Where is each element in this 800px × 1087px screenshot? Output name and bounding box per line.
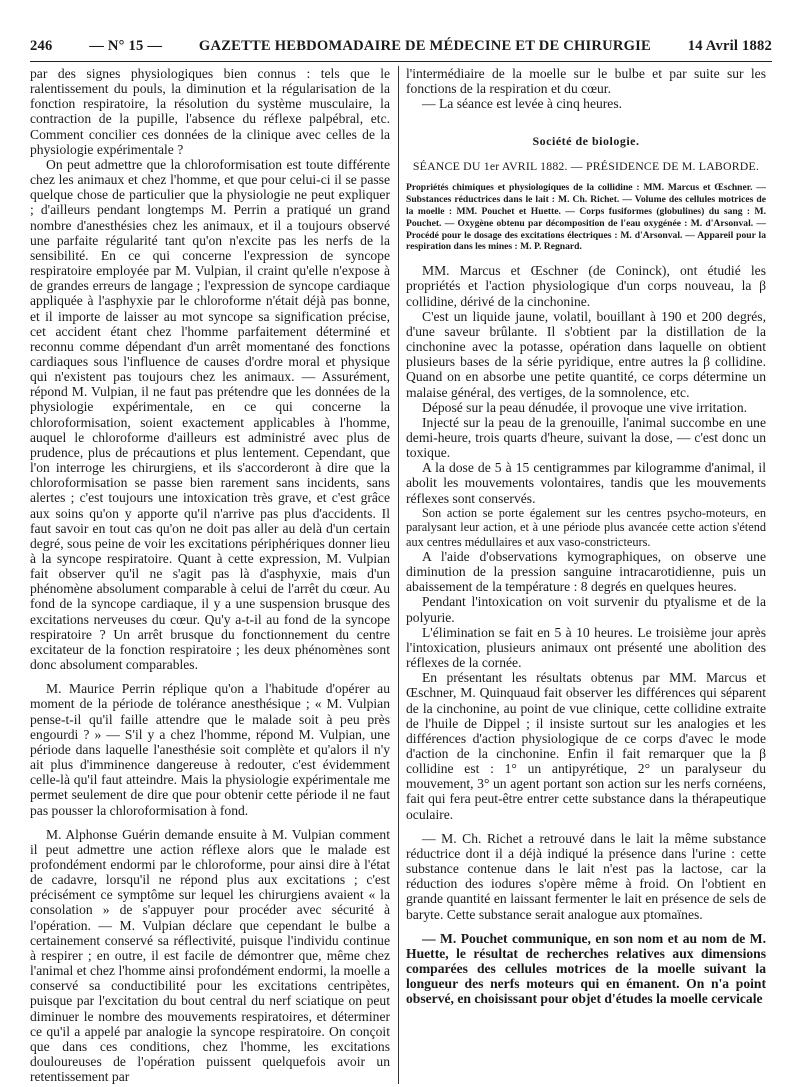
running-header [30, 38, 772, 62]
column-divider [398, 66, 399, 1084]
paragraph: — M. Ch. Richet a retrouvé dans le lait la même substance réductrice dont il a déjà indiqué la présence dans l'urine : cette substance contenue dans le lait n'est pas la lactose, car la réduction des iodures s'opère même à froid. On l'obtient en grande quantité en laissant fermenter le lait en présence de sels de baryte. Cette substance serait analogue aux ptomaïnes. [406, 830, 766, 922]
spacer [406, 253, 766, 263]
page-number: 246 [30, 38, 53, 54]
society-heading: Société de biologie. [532, 134, 640, 149]
paragraph: Pendant l'intoxication on voit survenir du ptyalisme et de la polyurie. [406, 594, 766, 625]
paragraph: En présentant les résultats obtenus par MM. Marcus et Œschner, M. Quinquaud fait observer les différences qui séparent de la cinchonine, au point de vue clinique, cette collidine extraite de l'huile de Dippel ; il insiste surtout sur les analogies et les différences d'action physiologique de ce corps d'avec le mode d'action de la cinchonine. Enfin il fait remarquer que la β collidine est : 1° un antipyrétique, 2° un paralyseur du mouvement, 3° un agent portant son action sur les nerfs cornéens, fait qui fera peut-être entrer cette substance dans la thérapeutique oculaire. [406, 670, 766, 822]
issue-date: 14 Avril 1882 [687, 38, 772, 54]
paragraph: Son action se porte également sur les centres psycho-moteurs, en paralysant leur action, et à une période plus avancée cette action s'étend aux centres médullaires et aux vaso-constricteurs. [406, 505, 766, 549]
paragraph: Injecté sur la peau de la grenouille, l'animal succombe en une demi-heure, trois quarts d'heure, suivant la dose, — c'est donc un toxique. [406, 414, 766, 461]
journal-title: GAZETTE HEBDOMADAIRE DE MÉDECINE ET DE CHIRURGIE [198, 38, 651, 54]
paragraph: C'est un liquide jaune, volatil, bouillant à 190 et 200 degrés, d'une saveur brûlante. Il s'obtient par la distillation de la cinchonine avec la potasse, opération dans laquelle on obtient plusieurs bases de la série pyridique, entre autres la β collidine. Quand on en absorbe une petite quantité, ce corps détermine un malaise général, des vertiges, de la somnolence, etc. [406, 308, 766, 400]
left-column [30, 66, 390, 1084]
session-heading: SÉANCE DU 1er AVRIL 1882. — PRÉSIDENCE DE M. LABORDE. [412, 159, 760, 174]
two-column-body [30, 66, 772, 1084]
paragraph: — M. Pouchet communique, en son nom et au nom de M. Huette, le résultat de recherches relatives aux dimensions comparées des cellules motrices de la moelle suivant la longueur des nerfs moteurs qui en émanent. On n'a point observé, en choisissant pour objet d'études la moelle cervicale [406, 930, 766, 1007]
paragraph: M. Maurice Perrin réplique qu'on a l'habitude d'opérer au moment de la période de tolérance anesthésique ; « M. Vulpian pense-t-il qu'il faille attendre que le malade soit à peu près engourdi ? » — S'il y a chez l'homme, répond M. Vulpian, une période dans laquelle l'anesthésie soit complète et qu'alors il n'y ait plus d'imminence dangereuse à redouter, c'est évidemment celle-là qu'il faut atteindre. Mais la physiologie expérimentale me permet seulement de dire que pour obtenir cette période il ne faut pas pousser la chloroformisation à fond. [30, 681, 390, 818]
session-closing: — La séance est levée à cinq heures. [422, 96, 623, 112]
right-column [406, 66, 766, 1084]
paragraph: par des signes physiologiques bien connus : tels que le ralentissement du pouls, la diminution et la régularisation de la fonction respiratoire, la résolution du système musculaire, la contraction de la pupille, l'absence du réflexe palpébral, etc. Comment concilier ces données de la clinique avec celles de la physiologie expérimentale ? [30, 66, 390, 157]
paragraph: MM. Marcus et Œschner (de Coninck), ont étudié les propriétés et l'action physiologique d'un corps nouveau, la β collidine, dérivé de la cinchonine. [406, 263, 766, 309]
paragraph: A l'aide d'observations kymographiques, on observe une diminution de la pression sanguine intracarotidienne, puis un abaissement de la température : 8 degrés en quelques heures. [406, 548, 766, 595]
paragraph: On peut admettre que la chloroformisation est toute différente chez les animaux et chez l'homme, et que pour celui-ci il se passe quelque chose de particulier que la physiologie ne peut expliquer ; d'ailleurs pendant longtemps M. Perrin a pratiqué un grand nombre d'anesthésies chez les animaux, et il a toujours observé une parfaite régularité tant qu'on n'excite pas les nerfs de la sensibilité. En ce qui concerne l'expression de syncope respiratoire employée par M. Vulpian, il craint qu'elle n'expose à de grandes erreurs de langage ; l'expression de syncope cardiaque appliquée à l'asphyxie par le chloroforme n'était déjà pas bonne, et il importe de laisser au mot syncope sa signification précise, cet accident étant chez l'homme parfaitement déterminé et reconnu comme dépendant d'un arrêt momentané des fonctions cardiaques sous l'influence de causes d'ordre moral et physique qui n'existent pas toujours chez les animaux. — Assurément, répond M. Vulpian, il ne faut pas prétendre que les données de la physiologie expérimentale, en ce qui concerne la chloroformisation, soient exactement applicables à l'homme, auquel le chloroforme d'ailleurs est administré avec plus de prudence, plus de précautions et plus lentement. Cependant, que l'on interroge les chirurgiens, et ils s'accorderont à dire que la chloroformisation se passe bien rarement sans incidents, sans alertes ; c'est toujours une intoxication très grave, et c'est grâce aux soins qu'on y apporte qu'il n'arrive pas plus d'accidents. Il faut savoir en tout cas qu'on ne doit pas aller au delà d'un certain degré, sous peine de voir les excitations périphériques donner lieu à la syncope respiratoire. Quant à cette expression, M. Vulpian fait observer qu'il ne s'agit pas là d'asphyxie, mais d'un phénomène absolument comparable à celui de l'arrêt du cœur. Au fond de la syncope cardiaque, il y a une suspension brusque des excitations nerveuses du cœur. Qu'y a-t-il au fond de la syncope respiratoire ? Un arrêt brusque du fonctionnement du centre excitateur de la fonction respiratoire ; les deux phénomènes sont donc absolument comparables. [30, 156, 390, 673]
issue-number: — N° 15 — [89, 38, 163, 54]
paragraph: L'élimination se fait en 5 à 10 heures. Le troisième jour après l'intoxication, plusieurs animaux ont présenté une abolition des réflexes de la cornée. [406, 624, 766, 671]
paragraph: M. Alphonse Guérin demande ensuite à M. Vulpian comment il peut admettre une action réflexe alors que le malade est profondément endormi par le chloroforme, pour ainsi dire à l'état de cadavre, lorsqu'il ne répond plus aux excitations ; c'est précisément ce symptôme sur lequel les chirurgiens avaient « la consolation » de s'appuyer pour procéder avec sécurité à l'opération. — M. Vulpian déclare que cependant le bulbe a certainement conservé sa réflectivité, puisque l'individu continue à respirer ; en outre, il est facile de démontrer que, même chez l'animal et chez l'homme ainsi profondément endormi, la moelle a conservé sa conductibilité pour les excitations centripètes, puisque par l'excitation du bout central du nerf sciatique on peut diminuer le nombre des mouvements respiratoires, et déterminer ce qu'il a appelé par analogie la syncope respiratoire. On conçoit que dans ces conditions, chez l'homme, les excitations douloureuses de l'opération puissent quelquefois avoir un retentissement par [30, 826, 390, 1084]
session-summary: Propriétés chimiques et physiologiques de la collidine : MM. Marcus et Œschner. — Substances réductrices dans le lait : M. Ch. Richet. — Volume des cellules motrices de la moelle : MM. Pouchet et Huette. — Corps fusiformes (globulines) du sang : M. Pouchet. — Oxygène obtenu par décomposition de l'eau oxygénée : M. d'Arsonval. — Procédé pour le dosage des excitations électriques : M. d'Arsonval. — Appareil pour la respiration dans les mines : M. P. Regnard. [406, 182, 766, 253]
paragraph: Déposé sur la peau dénudée, il provoque une vive irritation. [422, 399, 748, 415]
paragraph: A la dose de 5 à 15 centigrammes par kilogramme d'animal, il abolit les mouvements volontaires, tandis que les mouvements réflexes sont conservés. [406, 460, 766, 506]
journal-page [30, 38, 772, 1084]
paragraph: l'intermédiaire de la moelle sur le bulbe et par suite sur les fonctions de la respiration et du cœur. [406, 66, 766, 97]
